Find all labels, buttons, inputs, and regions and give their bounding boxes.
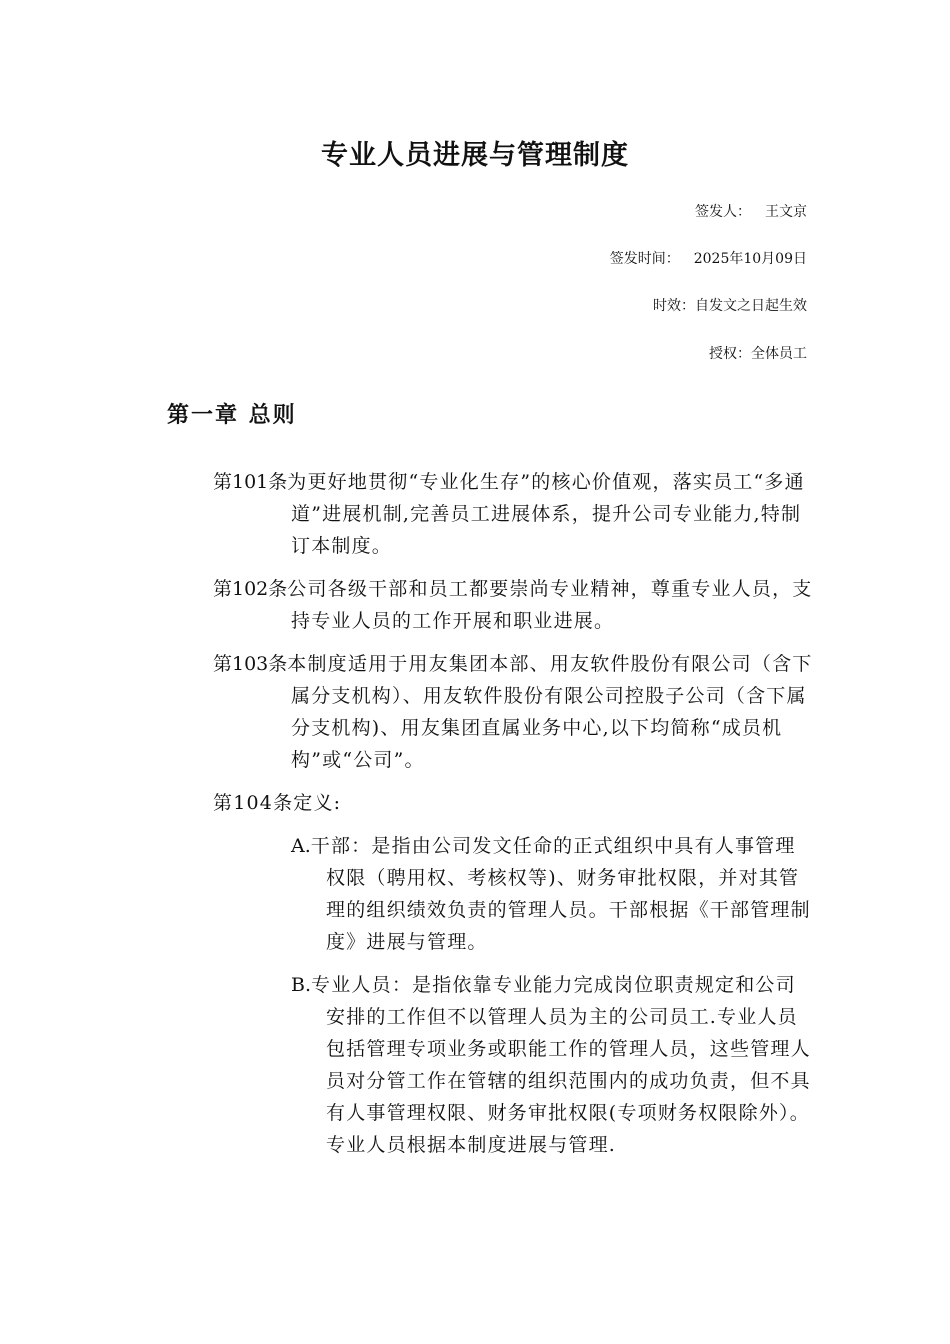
- article-number: 第102条: [213, 578, 288, 600]
- article-text: 为更好地贯彻“专业化生存”的核心价值观，落实员工“多通道”进展机制,完善员工进展体系，提升公司专业能力,特制订本制度。: [287, 471, 805, 557]
- document-body: [213, 466, 813, 1172]
- article-101: [213, 466, 813, 562]
- definition-b: [291, 969, 813, 1161]
- validity-value: 自发文之日起生效: [695, 298, 807, 314]
- issue-time-line: [610, 248, 807, 268]
- issuer-value: 王文京: [765, 204, 807, 220]
- document-title: 专业人员进展与管理制度: [321, 140, 629, 171]
- definition-letter: B.: [291, 974, 312, 996]
- validity-label: 时效：: [653, 298, 695, 314]
- issuer-line: [695, 201, 807, 221]
- issuer-label: 签发人：: [695, 204, 751, 220]
- article-number: 第103条: [213, 653, 288, 675]
- article-103: [213, 648, 813, 776]
- article-text: 定义:: [293, 792, 342, 814]
- article-number: 第104条: [213, 792, 294, 814]
- chapter-heading: 第一章 总则: [167, 402, 297, 428]
- definition-text: 专业人员：是指依靠专业能力完成岗位职责规定和公司安排的工作但不以管理人员为主的公司员工.专业人员包括管理专项业务或职能工作的管理人员，这些管理人员对分管工作在管辖的组织范围内的成功负责，但不具有人事管理权限、财务审批权限(专项财务权限除外）。专业人员根据本制度进展与管理.: [311, 974, 811, 1156]
- authorization-label: 授权：: [709, 346, 751, 362]
- issue-time-value: 2025年10月09日: [693, 251, 807, 267]
- article-text: 本制度适用于用友集团本部、用友软件股份有限公司（含下属分支机构）、用友软件股份有限公司控股子公司（含下属分支机构)、用友集团直属业务中心,以下均简称“成员机构”或“公司”。: [287, 653, 813, 771]
- authorization-line: [709, 343, 807, 363]
- definition-a: [291, 830, 813, 958]
- issue-time-label: 签发时间：: [609, 251, 680, 267]
- article-number: 第101条: [213, 471, 288, 493]
- validity-line: [653, 295, 807, 315]
- article-text: 公司各级干部和员工都要崇尚专业精神，尊重专业人员，支持专业人员的工作开展和职业进展。: [287, 578, 813, 632]
- authorization-value: 全体员工: [751, 346, 807, 362]
- definition-text: 干部：是指由公司发文任命的正式组织中具有人事管理权限（聘用权、考核权等)、财务审批权限，并对其管理的组织绩效负责的管理人员。干部根据《干部管理制度》进展与管理。: [310, 835, 811, 953]
- article-102: [213, 573, 813, 637]
- article-104: [213, 787, 813, 819]
- definition-letter: A.: [291, 835, 311, 857]
